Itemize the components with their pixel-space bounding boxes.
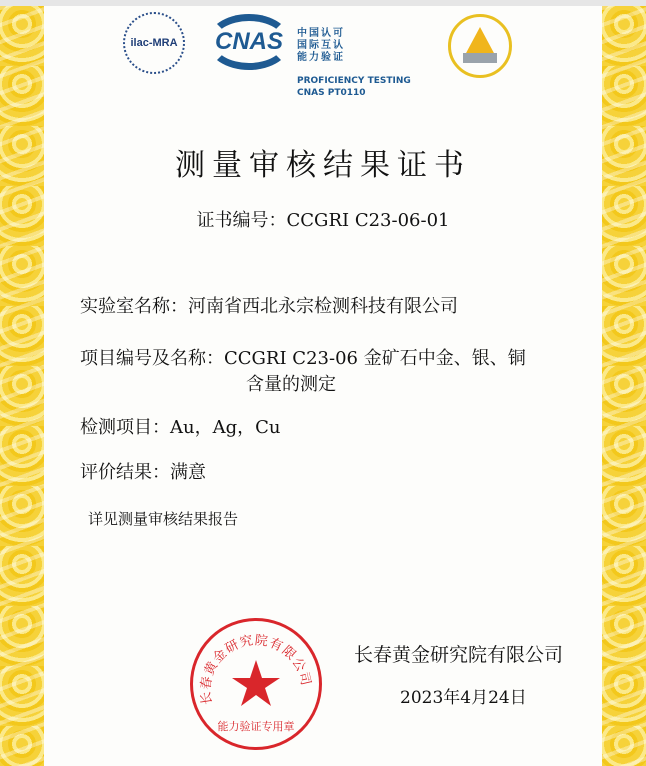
certificate-number: 证书编号：CCGRI C23-06-01 (196, 210, 450, 231)
certificate-title: 测量审核结果证书 (175, 148, 471, 183)
lab-name: 实验室名称：河南省西北永宗检测科技有限公司 (80, 296, 458, 317)
seal-star-icon (232, 660, 280, 706)
cnas-chinese-text (297, 28, 345, 64)
seal-arc-text: 长春黄金研究院有限公司 (198, 633, 314, 706)
decorative-border-right (602, 6, 646, 766)
cnas-logo (207, 14, 291, 70)
cnas-code-text: CNAS PT0110 (297, 88, 366, 98)
issue-date: 2023年4月24日 (400, 688, 527, 708)
cnas-cn-line: 中国认可 (297, 28, 345, 39)
ilac-logo-text: ilac-MRA (130, 37, 178, 49)
seal-bottom-text: 能力验证专用章 (217, 720, 295, 733)
decorative-border-left (0, 6, 44, 766)
evaluation-result: 评价结果：满意 (80, 462, 206, 483)
cnas-cn-line: 国际互认 (297, 40, 345, 51)
cnas-english-text (297, 75, 411, 99)
project-name-cont: 含量的测定 (246, 374, 336, 395)
cnas-cn-line: 能力验证 (297, 52, 345, 63)
ilac-mra-logo (123, 12, 185, 74)
report-note: 详见测量审核结果报告 (88, 510, 239, 528)
cnas-logo-text: CNAS (214, 28, 283, 55)
official-seal (190, 618, 322, 750)
issuer-name: 长春黄金研究院有限公司 (354, 644, 564, 666)
institute-logo (448, 14, 512, 78)
test-items: 检测项目：Au，Ag，Cu (80, 417, 281, 438)
top-bar (0, 0, 646, 6)
proficiency-testing-text: PROFICIENCY TESTING (297, 76, 411, 86)
project-name: 项目编号及名称：CCGRI C23-06 金矿石中金、银、铜 (80, 348, 526, 369)
